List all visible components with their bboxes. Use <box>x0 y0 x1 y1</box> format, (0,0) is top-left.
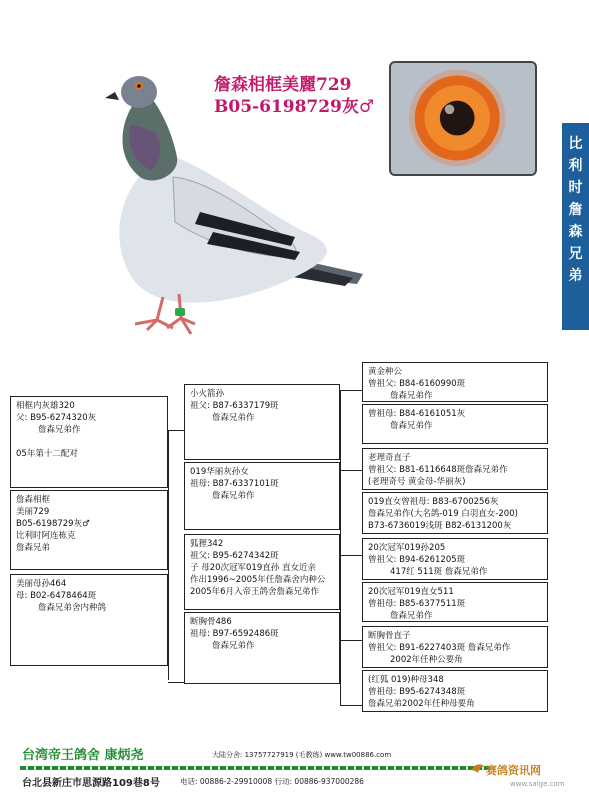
gen3-line: 詹森兄弟作 <box>390 421 433 431</box>
great-grandparent-box <box>362 492 548 534</box>
sire-line: 父: B95-6274320灰 <box>16 413 97 423</box>
banner-char: 比 <box>568 136 583 152</box>
connector <box>340 555 362 556</box>
sire-line: 05年第十二配对 <box>16 449 78 459</box>
subject-line: 美丽729 <box>16 507 50 517</box>
gen3-line: 黄金种公 <box>368 367 403 377</box>
subject-line: B05-6198729灰♂ <box>16 519 90 529</box>
gen3-line: 417红 511斑 詹森兄弟作 <box>390 567 488 577</box>
loft-address: 台北县新庄市思源路109巷8号 <box>22 778 160 789</box>
banner-char: 詹 <box>568 202 583 218</box>
subject-line: 比利时阿连栋克 <box>16 531 76 541</box>
sire-line: 詹森兄弟作 <box>38 425 81 435</box>
great-grandparent-box <box>362 670 548 712</box>
great-grandparent-box <box>362 626 548 668</box>
subject-line: 詹森相框 <box>16 495 51 505</box>
connector <box>168 430 169 680</box>
banner-char: 森 <box>568 224 583 240</box>
gen3-line: 詹森兄弟作(大名鸽-019 白羽直女-200) <box>368 509 518 519</box>
connector <box>168 682 184 683</box>
gen2-line: 小火箭孙 <box>190 389 225 399</box>
gen2-line: 019华丽灰孙女 <box>190 467 249 477</box>
grandsire-paternal-box <box>184 384 340 460</box>
pigeon-logo-icon <box>470 760 486 776</box>
connector <box>340 640 362 641</box>
watermark: 赛鸽资讯网 <box>486 764 541 777</box>
gen2-line: 祖母: B97-6592486斑 <box>190 629 279 639</box>
gen3-line: 曾祖父: B81-6116648斑詹森兄弟作 <box>368 465 508 475</box>
footer-divider <box>20 766 490 770</box>
gen2-line: 断胸骨486 <box>190 617 232 627</box>
great-grandparent-box <box>362 362 548 402</box>
loft-name: 台湾帝王鸽舍 康炳尧 <box>22 748 144 763</box>
great-grandparent-box <box>362 582 548 622</box>
banner-char: 弟 <box>568 268 583 284</box>
gen2-line: 祖父: B87-6337179斑 <box>190 401 279 411</box>
gen3-line: (红狐 019)种母348 <box>368 675 444 685</box>
gen3-line: 老理奇直子 <box>368 453 411 463</box>
grandsire-maternal-box <box>184 534 340 610</box>
gen2-line: 詹森兄弟作 <box>212 491 255 501</box>
loft-phone: 电话: 00886-2-29910008 行动: 00886-937000286 <box>180 777 364 786</box>
dam-line: 美丽母孙464 <box>16 579 67 589</box>
gen3-line: 曾祖母: B84-6161051灰 <box>368 409 466 419</box>
banner-char: 利 <box>568 158 583 174</box>
gen3-line: 2002年任种公要角 <box>390 655 463 665</box>
eye-photo <box>389 61 537 176</box>
gen3-line: 詹森兄弟作 <box>390 391 433 401</box>
subject-box <box>10 490 168 570</box>
connector <box>168 430 184 431</box>
side-banner <box>562 123 589 330</box>
gen2-line: 詹森兄弟作 <box>212 413 255 423</box>
gen3-line: 曾祖父: B91-6227403斑 詹森兄弟作 <box>368 643 511 653</box>
gen3-line: 019直女曾祖母: B83-6700256灰 <box>368 497 499 507</box>
pigeon-photo <box>95 62 370 337</box>
connector <box>340 470 362 471</box>
subject-line: 詹森兄弟 <box>16 543 51 553</box>
connector <box>340 705 362 706</box>
connector <box>340 390 341 705</box>
gen3-line: B73-6736019浅斑 B82-6131200灰 <box>368 521 512 531</box>
gen3-line: 曾祖母: B95-6274348斑 <box>368 687 466 697</box>
granddam-maternal-box <box>184 612 340 684</box>
gen2-line: 祖父: B95-6274342斑 <box>190 551 279 561</box>
pigeon-name: 詹森相框美麗729 <box>214 75 352 95</box>
gen3-line: 曾祖父: B84-6160990斑 <box>368 379 466 389</box>
dam-box <box>10 574 168 666</box>
sire-line <box>16 436 162 448</box>
banner-char: 时 <box>568 180 583 196</box>
great-grandparent-box <box>362 538 548 580</box>
sire-box <box>10 396 168 488</box>
great-grandparent-box <box>362 448 548 490</box>
pigeon-ring: B05-6198729灰♂ <box>214 97 375 117</box>
gen2-line: 子 母20次冠军019直孙 直女近亲 <box>190 563 316 573</box>
dam-line: 母: B02-6478464斑 <box>16 591 97 601</box>
gen2-line: 狐狸342 <box>190 539 224 549</box>
gen3-line: 20次冠军019孙205 <box>368 543 446 553</box>
sire-line: 相框内灰雄320 <box>16 401 75 411</box>
footer <box>0 736 589 800</box>
gen3-line: 詹森兄弟作 <box>390 611 433 621</box>
connector <box>340 390 362 391</box>
gen2-line: 祖母: B87-6337101斑 <box>190 479 279 489</box>
great-grandparent-box <box>362 404 548 444</box>
gen2-line: 詹森兄弟作 <box>212 641 255 651</box>
dam-line: 詹森兄弟舍内种鸽 <box>38 603 107 613</box>
gen3-line: 曾祖父: B94-6261205斑 <box>368 555 466 565</box>
banner-char: 兄 <box>568 246 583 262</box>
gen3-line: 曾祖母: B85-6377511斑 <box>368 599 466 609</box>
gen3-line: 20次冠军019直女511 <box>368 587 454 597</box>
gen2-line: 2005年6月入帝王鸽舍詹森兄弟作 <box>190 587 320 597</box>
gen2-line: 作出1996~2005年任詹森舍内种公 <box>190 575 326 585</box>
gen3-line: 断胸骨直子 <box>368 631 411 641</box>
mainland-contact: 大陆分舍: 13757727919 (毛教练) www.tw00886.com <box>212 751 392 759</box>
granddam-paternal-box <box>184 462 340 530</box>
gen3-line: 詹森兄弟2002年任种母要角 <box>368 699 475 709</box>
watermark-url: www.saige.com <box>510 780 565 788</box>
gen3-line: (老理奇号 黄金母-华丽灰) <box>368 477 466 487</box>
